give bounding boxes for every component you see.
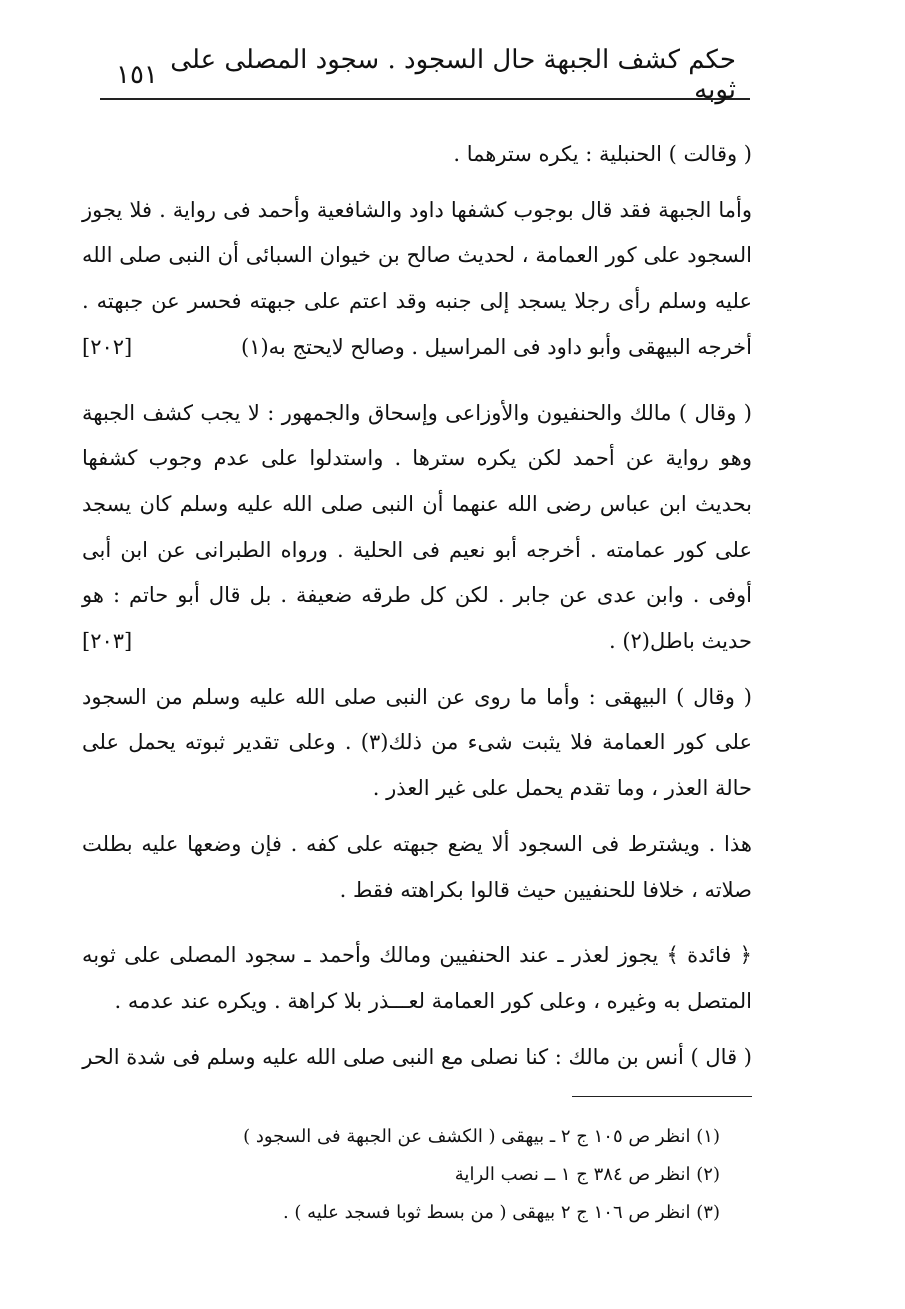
paragraph xyxy=(82,675,752,812)
page-body xyxy=(82,132,752,1090)
paragraph xyxy=(82,822,752,913)
paragraph xyxy=(82,391,752,665)
footnote: (٢) انظر ص ٣٨٤ ج ١ ــ نصب الراية xyxy=(454,1164,720,1185)
page-header xyxy=(100,45,750,105)
paragraph-text: ( وقال ) البيهقى : وأما ما روى عن النبى صلى الله عليه وسلم من السجود على كور العمامة فلا يثبت شىء من ذلك(٣) . وعلى تقدير ثبوته يحمل على حالة العذر ، وما تقدم يحمل على غير العذر . xyxy=(82,684,752,801)
paragraph-text: ﴿ فائدة ﴾ يجوز لعذر ـ عند الحنفيين ومالك وأحمد ـ سجود المصلى على ثوبه المتصل به وغيره ، وعلى كور العمامة لعـــذر بلا كراهة . ويكره عند عدمه . xyxy=(82,943,752,1013)
paragraph-text: ( وقالت ) الحنبلية : يكره سترهما . xyxy=(453,142,752,166)
paragraph-text: هذا . ويشترط فى السجود ألا يضع جبهته على كفه . فإن وضعها عليه بطلت صلاته ، خلافا للحنفيين حيث قالوا بكراهته فقط . xyxy=(82,831,752,902)
paragraph-text: وأما الجبهة فقد قال بوجوب كشفها داود والشافعية وأحمد فى رواية . فلا يجوز السجود على كور العمامة ، لحديث صالح بن خيوان السبائى أن النبى صلى الله عليه وسلم رأى رجلا يسجد إلى جنبه وقد اعتم على جبهته فحسر عن جبهته . أخرجه البيهقى وأبو داود فى المراسيل . وصالح لايحتج به(١) xyxy=(82,197,752,359)
paragraph-text: ( قال ) أنس بن مالك : كنا نصلى مع النبى صلى الله عليه وسلم فى شدة الحر xyxy=(82,1044,752,1069)
footnote-divider xyxy=(572,1096,752,1097)
paragraph xyxy=(82,132,752,178)
hadith-number: [٢٠٢] xyxy=(82,334,133,359)
paragraph xyxy=(82,1035,752,1081)
footnote: (١) انظر ص ١٠٥ ج ٢ ـ بيهقى ( الكشف عن الجبهة فى السجود ) xyxy=(243,1126,720,1147)
paragraph-text: ( وقال ) مالك والحنفيون والأوزاعى وإسحاق والجمهور : لا يجب كشف الجبهة وهو رواية عن أحمد لكن يكره سترها . واستدلوا على عدم وجوب كشفها بحديث ابن عباس رضى الله عنهما أن النبى صلى الله عليه وسلم كان يسجد على كور عمامته . أخرجه أبو نعيم فى الحلية . ورواه الطبرانى عن ابن أبى أوفى . وابن عدى عن جابر . لكن كل طرقه ضعيفة . بل قال أبو حاتم : هو حديث باطل(٢) . xyxy=(82,400,752,654)
hadith-number: [٢٠٣] xyxy=(82,629,133,654)
footnote: (٣) انظر ص ١٠٦ ج ٢ بيهقى ( من بسط ثوبا فسجد عليه ) . xyxy=(282,1202,720,1223)
paragraph xyxy=(82,188,752,371)
page-number: ١٥١ xyxy=(116,60,158,90)
footnotes xyxy=(180,1118,720,1232)
running-title: حكم كشف الجبهة حال السجود . سجود المصلى على ثوبه xyxy=(170,45,736,105)
paragraph xyxy=(82,933,752,1024)
